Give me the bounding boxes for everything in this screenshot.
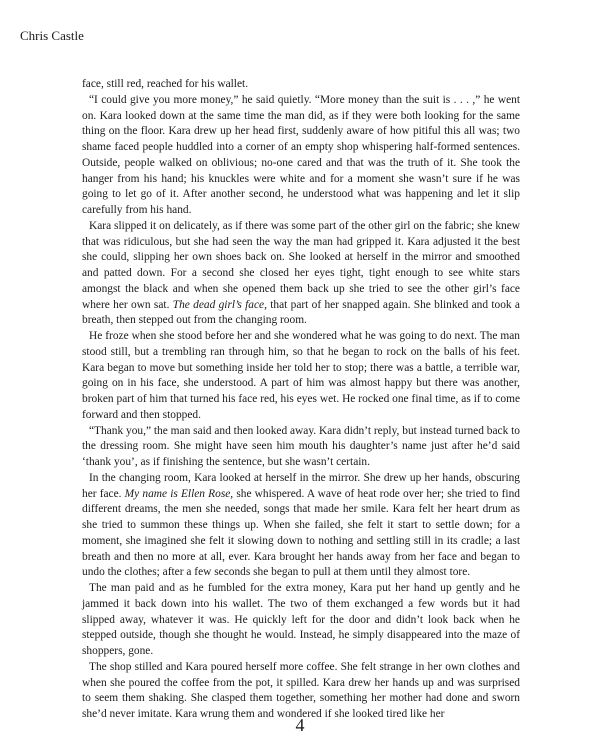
- running-header-author: Chris Castle: [20, 28, 84, 43]
- body-paragraph: [82, 329, 520, 424]
- page-number: 4: [295, 715, 305, 735]
- text-segment: In the changing room, Kara looked at herself in the mirror. She drew up her hands, obscuring her face.: [82, 471, 520, 500]
- body-paragraph: [82, 581, 520, 660]
- body-paragraph: [82, 660, 520, 723]
- body-paragraph: [82, 77, 520, 93]
- text-segment: The shop stilled and Kara poured herself more coffee. She felt strange in her own clothes and when she poured the coffee from the pot, it spilled. Kara drew her hands up and was surprised to seem them shaking. She clasped them together, something her mother had done and sworn she’d never imitate. Kara wrung them and wondered if she looked tired like her: [82, 660, 520, 720]
- italic-text: My name is Ellen Rose,: [124, 487, 234, 500]
- text-segment: He froze when she stood before her and she wondered what he was going to do next. The man stood still, but a trembling ran through him, so that he began to rock on the balls of his feet. Kara began to move but something inside her told her to stop; there was a battle, a terrible war, going on in his face, she understood. A part of him was almost happy but there was another, broken part of him that turned his face red, his eyes wet. He rocked one final time, as if to come forward and then stopped.: [82, 330, 520, 421]
- body-paragraph: [82, 93, 520, 219]
- text-segment: Kara slipped it on delicately, as if there was some part of the other girl on the fabric; she knew that was ridiculous, but she had seen the way the man had gripped it. Kara adjusted it the best she could, slipping her own shoes back on. She looked at herself in the mirror and smoothed and patted down. For a second she closed her eyes tight, tight enough to see white stars amongst the black and when she opened them back up she tried to see the other girl’s face where her own sat.: [82, 219, 520, 311]
- italic-text: The dead girl’s face: [172, 298, 265, 311]
- text-segment: she whispered. A wave of heat rode over her; she tried to find different dreams, the men she needed, songs that made her smile. Kara felt her heart drum as she tried to summon these things up. When she failed, she felt it start to settle down; for a moment, she imagined she felt it slowing down to nothing and settling still in its cradle; a last breath and then no more at all, ever. Kara brought her hands away from her face and began to undo the clothes; after a few seconds she began to pull at them until they almost tore.: [82, 487, 520, 579]
- text-segment: , that part of her snapped again. She blinked and took a breath, then stepped out from the changing room.: [82, 298, 520, 327]
- text-segment: The man paid and as he fumbled for the extra money, Kara put her hand up gently and he jammed it back down into his wallet. The two of them exchanged a few words but it had slipped away, whatever it was. He quickly left for the door and didn’t look back when he stepped outside, though she thought he would. Instead, he simply disappeared into the maze of shoppers, gone.: [82, 582, 520, 657]
- body-paragraph: [82, 424, 520, 471]
- body-paragraph: [82, 219, 520, 329]
- page-body-text: [82, 77, 520, 723]
- text-segment: “I could give you more money,” he said quietly. “More money than the suit is . . . ,” he went on. Kara looked down at the same time the man did, as if they were both looking for the same thing on the floor. Kara drew up her head first, suddenly aware of how pitiful this all was; two shame faced people huddled into a corner of an empty shop whispering half-formed sentences. Outside, people walked on oblivious; no-one cared and that was the truth of it. She took the hanger from his hand; his knuckles were white and for a moment she wasn’t sure if he was going to let go of it. After another second, he understood what was happening and let it slip carefully from his hand.: [82, 93, 520, 216]
- text-segment: face, still red, reached for his wallet.: [82, 78, 249, 90]
- text-segment: “Thank you,” the man said and then looked away. Kara didn’t reply, but instead turned back to the dressing room. She might have seen him mouth his daughter’s name just after he’d said ‘thank you’, as if finishing the sentence, but she wasn’t certain.: [82, 424, 520, 468]
- body-paragraph: [82, 471, 520, 581]
